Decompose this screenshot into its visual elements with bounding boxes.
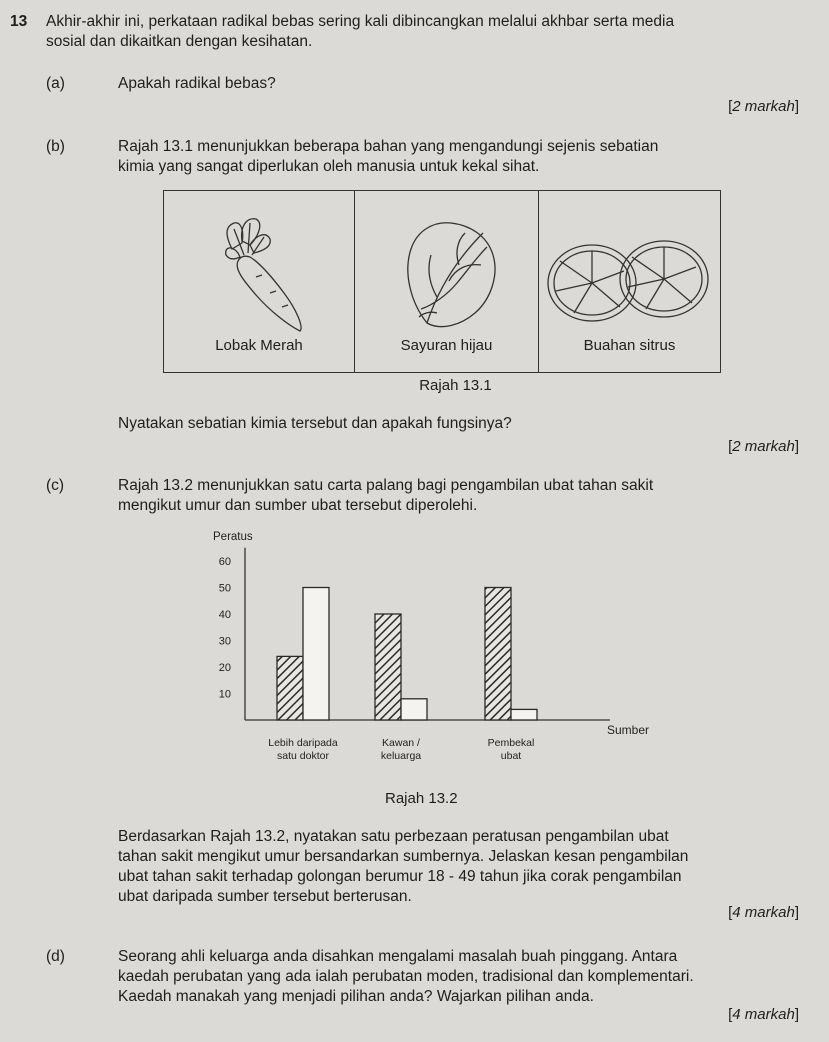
part-c-line-1: Rajah 13.2 menunjukkan satu carta palang bagi pengambilan ubat tahan sakit [118,477,654,494]
question-number: 13 [10,13,28,30]
marks-number: 4 [732,904,741,921]
marks-word: markah [744,98,795,115]
bar-hatched [277,656,303,720]
figure-label-carrot: Lobak Merah [215,337,303,354]
y-axis-label: Peratus [213,531,253,543]
part-d-label: (d) [46,948,65,965]
marks-number: 2 [732,438,741,455]
bar-open [511,709,537,720]
bar-chart-13-2 [195,522,675,782]
intro-line-2: sosial dan dikaitkan dengan kesihatan. [46,33,313,50]
leafy-vegetable-icon [397,213,507,333]
part-c-question-line-1: Berdasarkan Rajah 13.2, nyatakan satu perbezaan peratusan pengambilan ubat [118,828,669,845]
x-axis-label: Sumber [607,723,650,737]
x-category-label: Pembekal [487,737,535,749]
x-category-label: Lebih daripada [268,737,338,749]
part-a-label: (a) [46,75,65,92]
part-a-marks: [2 markah] [728,98,799,115]
bar-hatched [485,588,511,721]
part-a-text: Apakah radikal bebas? [118,75,276,92]
part-c-line-2: mengikut umur dan sumber ubat tersebut diperolehi. [118,497,478,514]
part-d-marks: [4 markah] [728,1006,799,1023]
part-b-marks: [2 markah] [728,438,799,455]
part-b-label: (b) [46,138,65,155]
citrus-fruit-icon [544,231,716,331]
part-c-label: (c) [46,477,65,494]
part-b-question: Nyatakan sebatian kimia tersebut dan apakah fungsinya? [118,415,512,432]
part-d-line-3: Kaedah manakah yang menjadi pilihan anda? Wajarkan pilihan anda. [118,988,594,1005]
bar-open [401,699,427,720]
figure-cell-greens [354,191,539,372]
x-category-label: ubat [500,750,522,762]
part-c-question-line-2: tahan sakit mengikut umur bersandarkan sumbernya. Jelaskan kesan pengambilan [118,848,689,865]
x-category-label: satu doktor [277,750,329,762]
x-category-label: Kawan / [382,737,420,749]
carrot-icon [204,209,324,334]
part-d-line-1: Seorang ahli keluarga anda disahkan mengalami masalah buah pinggang. Antara [118,948,678,965]
y-tick-label: 10 [218,688,231,701]
intro-line-1: Akhir-akhir ini, perkataan radikal bebas sering kali dibincangkan melalui akhbar serta media [46,13,675,30]
figure-13-1-caption: Rajah 13.1 [419,377,492,394]
y-tick-label: 20 [218,662,231,674]
marks-number: 4 [732,1006,741,1023]
y-tick-label: 50 [218,582,231,595]
figure-13-1 [163,190,721,373]
part-b-line-2: kimia yang sangat diperlukan oleh manusia untuk kekal sihat. [118,158,540,175]
part-b-line-1: Rajah 13.1 menunjukkan beberapa bahan yang mengandungi sejenis sebatian [118,138,659,155]
marks-word: markah [744,1006,795,1023]
part-c-question-line-3: ubat tahan sakit terhadap golongan berumur 18 - 49 tahun jika corak pengambilan [118,868,682,885]
y-tick-label: 30 [218,635,231,648]
marks-word: markah [744,438,795,455]
y-tick-label: 40 [218,609,231,621]
figure-label-citrus: Buahan sitrus [583,337,676,354]
figure-13-2-caption: Rajah 13.2 [385,790,458,807]
y-tick-label: 60 [218,556,231,568]
part-c-marks: [4 markah] [728,904,799,921]
bar-hatched [375,614,401,720]
marks-word: markah [744,904,795,921]
part-d-line-2: kaedah perubatan yang ada ialah perubatan moden, tradisional dan komplementari. [118,968,694,985]
x-category-label: keluarga [380,750,422,762]
part-c-question-line-4: ubat daripada sumber tersebut berterusan. [118,888,412,905]
marks-number: 2 [732,98,741,115]
bar-open [303,588,329,721]
figure-cell-citrus [539,191,720,372]
figure-label-greens: Sayuran hijau [400,337,493,354]
figure-cell-carrot [164,191,354,372]
